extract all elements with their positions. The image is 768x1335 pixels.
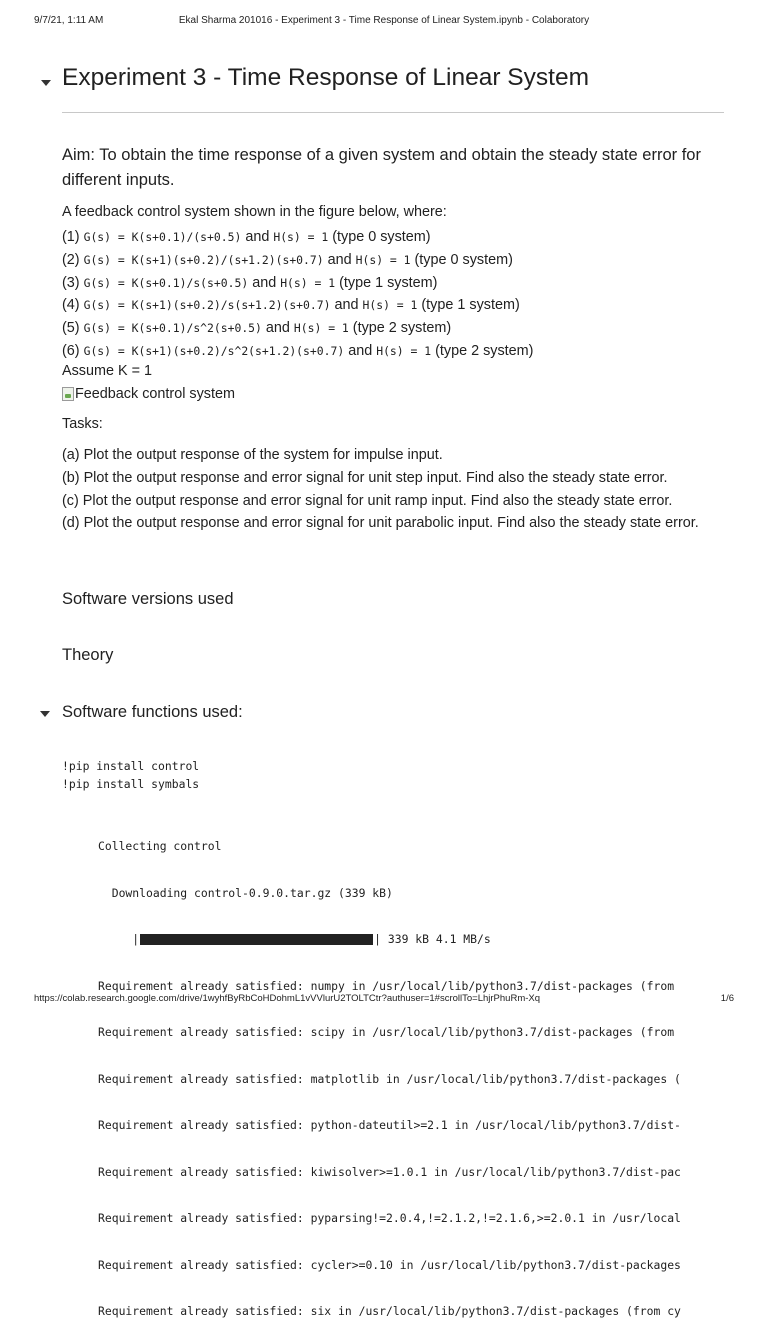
h-expression: H(s) = 1 (362, 298, 418, 313)
code-line: !pip install control (62, 759, 200, 773)
output-line: Downloading control-0.9.0.tar.gz (339 kB) (98, 885, 393, 900)
transfer-function-list (62, 226, 533, 363)
theory-heading: Theory (62, 646, 114, 664)
task-list (62, 444, 730, 535)
case-item: (2) G(s) = K(s+1)(s+0.2)/(s+1.2)(s+0.7) and H(s) = 1 (type 0 system) (62, 251, 513, 268)
tasks-heading: Tasks: (62, 416, 103, 432)
h-expression: H(s) = 1 (273, 230, 329, 244)
g-expression: G(s) = K(s+0.1)/s(s+0.5) (83, 275, 249, 290)
task-item: (c) Plot the output response and error signal for unit ramp input. Find also the steady state error. (62, 492, 673, 509)
print-document-title: Ekal Sharma 201016 - Experiment 3 - Time Response of Linear System.ipynb - Colaboratory (178, 15, 590, 26)
progress-bar (140, 934, 373, 945)
h-expression: H(s) = 1 (293, 321, 349, 336)
task-item: (a) Plot the output response of the system for impulse input. (62, 447, 443, 463)
g-expression: G(s) = K(s+1)(s+0.2)/(s+1.2)(s+0.7) (83, 252, 324, 267)
case-item: (4) G(s) = K(s+1)(s+0.2)/s(s+1.2)(s+0.7) and H(s) = 1 (type 1 system) (62, 297, 520, 314)
output-line: Requirement already satisfied: scipy in /usr/local/lib/python3.7/dist-packages (from (98, 1025, 675, 1039)
output-line: Requirement already satisfied: python-dateutil>=2.1 in /usr/local/lib/python3.7/dist- (98, 1118, 681, 1132)
task-item: (b) Plot the output response and error signal for unit step input. Find also the steady state error. (62, 469, 668, 486)
code-cell[interactable] (62, 757, 199, 793)
g-expression: G(s) = K(s+0.1)/(s+0.5) (83, 230, 242, 244)
output-line: Collecting control (98, 839, 222, 853)
assume-text: Assume K = 1 (62, 363, 152, 379)
intro-text: A feedback control system shown in the figure below, where: (62, 204, 447, 220)
h-expression: H(s) = 1 (376, 343, 432, 358)
h-expression: H(s) = 1 (280, 275, 336, 290)
print-url: https://colab.research.google.com/drive/1wyhfByRbCoHDohmL1vVVlurU2TOLTCtr?authuser=1#scrollTo=LhjrPhuRm-Xq (34, 993, 541, 1004)
output-line: Requirement already satisfied: cycler>=0.10 in /usr/local/lib/python3.7/dist-packages (98, 1257, 681, 1272)
feedback-diagram-image (62, 386, 235, 402)
collapse-section-icon[interactable] (41, 80, 51, 86)
code-line: !pip install symbals (62, 777, 200, 791)
broken-image-icon (62, 387, 74, 401)
output-line: Requirement already satisfied: pyparsing!=2.0.4,!=2.1.2,!=2.1.6,>=2.0.1 in /usr/local (98, 1211, 681, 1225)
output-line: Requirement already satisfied: matplotlib in /usr/local/lib/python3.7/dist-packages ( (98, 1071, 681, 1086)
software-functions-heading: Software functions used: (62, 703, 243, 721)
aim-text: Aim: To obtain the time response of a given system and obtain the steady state error for different inputs. (62, 146, 701, 189)
notebook-title-heading: Experiment 3 - Time Response of Linear System (62, 64, 589, 91)
task-item: (d) Plot the output response and error signal for unit parabolic input. Find also the steady state error. (62, 515, 699, 532)
print-footer (34, 993, 734, 1007)
output-line: Requirement already satisfied: numpy in /usr/local/lib/python3.7/dist-packages (from (98, 978, 675, 993)
print-header (34, 15, 734, 29)
case-item: (6) G(s) = K(s+1)(s+0.2)/s^2(s+1.2)(s+0.7) and H(s) = 1 (type 2 system) (62, 342, 534, 359)
collapse-section-icon[interactable] (40, 711, 50, 717)
output-line: Requirement already satisfied: kiwisolver>=1.0.1 in /usr/local/lib/python3.7/dist-pac (98, 1164, 681, 1179)
h-expression: H(s) = 1 (355, 252, 411, 267)
software-versions-heading: Software versions used (62, 590, 234, 608)
print-datetime: 9/7/21, 1:11 AM (34, 15, 104, 26)
case-item: (1) G(s) = K(s+0.1)/(s+0.5) and H(s) = 1 (type 0 system) (62, 229, 431, 245)
image-alt-text: Feedback control system (75, 386, 235, 402)
g-expression: G(s) = K(s+0.1)/s^2(s+0.5) (83, 321, 262, 336)
output-line: Requirement already satisfied: six in /usr/local/lib/python3.7/dist-packages (from cy (98, 1304, 681, 1318)
case-item: (5) G(s) = K(s+0.1)/s^2(s+0.5) and H(s) = 1 (type 2 system) (62, 320, 452, 337)
case-item: (3) G(s) = K(s+0.1)/s(s+0.5) and H(s) = 1 (type 1 system) (62, 274, 438, 291)
heading-divider (62, 112, 724, 113)
g-expression: G(s) = K(s+1)(s+0.2)/s^2(s+1.2)(s+0.7) (83, 343, 345, 358)
download-progress: | | 339 kB 4.1 MB/s (98, 932, 491, 946)
g-expression: G(s) = K(s+1)(s+0.2)/s(s+1.2)(s+0.7) (83, 298, 331, 313)
page-number: 1/6 (720, 993, 734, 1004)
cell-output (98, 808, 768, 1335)
